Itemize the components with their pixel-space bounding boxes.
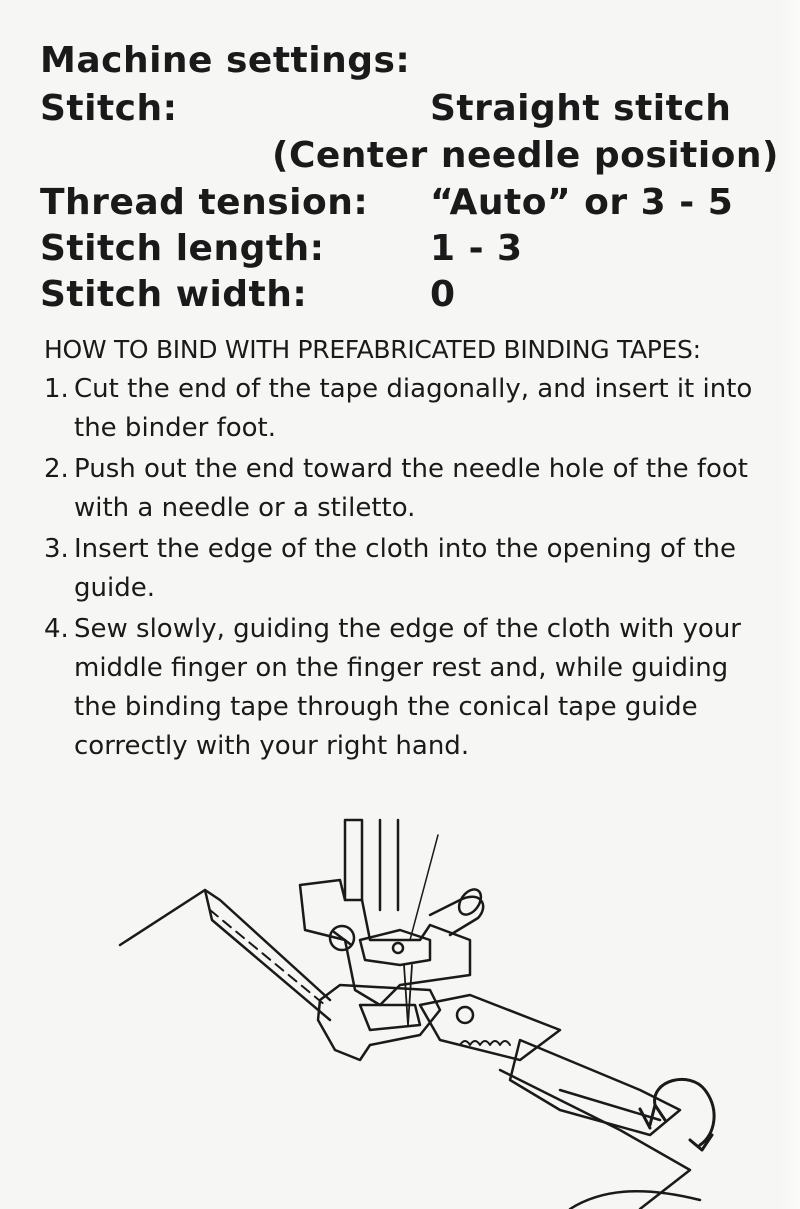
width-label: Stitch width: bbox=[40, 274, 308, 315]
step-number: 3. bbox=[44, 534, 69, 564]
cloth-outline bbox=[120, 890, 330, 1000]
binder-foot-illustration bbox=[0, 790, 800, 1209]
step-number: 4. bbox=[44, 614, 69, 644]
step-item bbox=[44, 610, 774, 766]
step-item bbox=[44, 450, 774, 528]
step-text: Cut the end of the tape diagonally, and insert it into the binder foot. bbox=[74, 374, 753, 443]
needle bbox=[404, 965, 412, 1025]
step-number: 1. bbox=[44, 374, 69, 404]
step-item bbox=[44, 530, 774, 608]
tension-value: “Auto” or 3 - 5 bbox=[430, 182, 734, 223]
photo-glare bbox=[780, 0, 800, 1209]
stitch-value: Straight stitch bbox=[430, 88, 732, 129]
clamp-screw-icon bbox=[393, 943, 403, 953]
needle-clamp bbox=[360, 930, 430, 965]
rotation-arrow-icon bbox=[655, 1079, 714, 1145]
step-text: Push out the end toward the needle hole of the foot with a needle or a stiletto. bbox=[74, 454, 748, 523]
length-label: Stitch length: bbox=[40, 228, 325, 269]
tension-label: Thread tension: bbox=[40, 182, 369, 223]
binder-plate bbox=[420, 995, 560, 1060]
step-text: Insert the edge of the cloth into the opening of the guide. bbox=[74, 534, 737, 603]
width-value: 0 bbox=[430, 274, 456, 315]
stitch-label: Stitch: bbox=[40, 88, 178, 129]
presser-bar bbox=[345, 820, 362, 900]
instructions-heading: HOW TO BIND WITH PREFABRICATED BINDING TAPES: bbox=[44, 335, 701, 364]
needle-bar bbox=[380, 820, 398, 910]
step-item bbox=[44, 370, 774, 448]
tape-edge bbox=[205, 890, 330, 1020]
binder-screw-icon bbox=[457, 1007, 473, 1023]
step-text: Sew slowly, guiding the edge of the cloth with your middle finger on the finger rest and, while guiding the binding tape through the conical tape guide correctly with your right hand. bbox=[74, 614, 741, 761]
step-number: 2. bbox=[44, 454, 69, 484]
stitch-line bbox=[210, 910, 325, 1005]
stitch-note: (Center needle position) bbox=[272, 135, 779, 176]
length-value: 1 - 3 bbox=[430, 228, 523, 269]
thread-line bbox=[410, 835, 438, 940]
instruction-steps bbox=[44, 370, 774, 768]
binder-base bbox=[318, 985, 440, 1060]
settings-heading: Machine settings: bbox=[40, 40, 411, 81]
